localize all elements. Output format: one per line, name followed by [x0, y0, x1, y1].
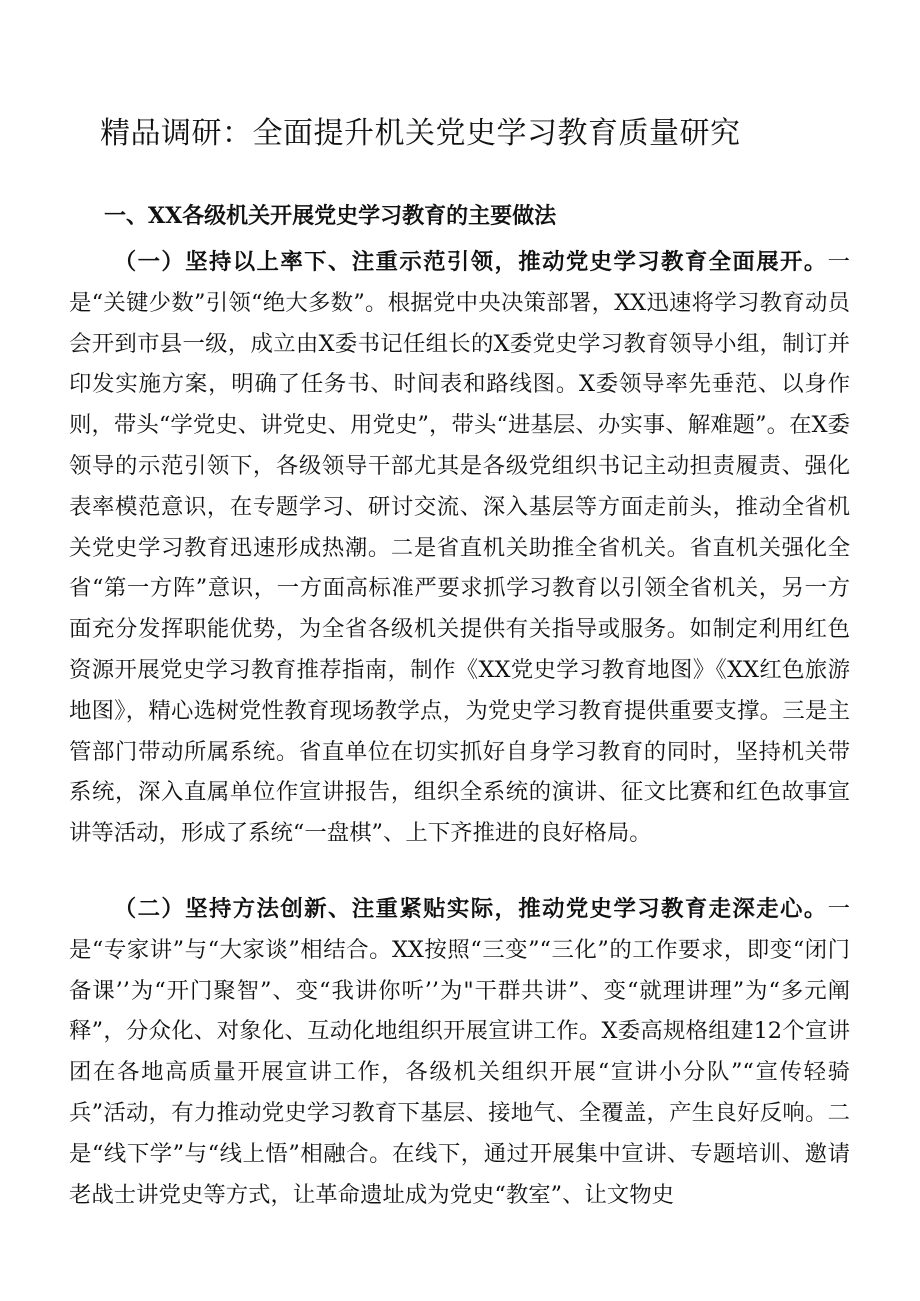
document-title: 精品调研：全面提升机关党史学习教育质量研究 [100, 116, 741, 151]
section-heading: 一、XX各级机关开展党史学习教育的主要做法 [104, 203, 557, 229]
paragraph-1 [69, 242, 850, 854]
paragraph-1-text: 一是“关键少数”引领“绝大多数”。根据党中央决策部署，XX迅速将学习教育动员会开到市县一级，成立由X委书记任组长的X委党史学习教育领导小组，制订并印发实施方案，明确了任务书、时间表和路线图。X委领导率先垂范、以身作则，带头“学党史、讲党史、用党史”，带头“进基层、办实事、解难题”。在X委领导的示范引领下，各级领导干部尤其是各级党组织书记主动担责履责、强化表率模范意识，在专题学习、研讨交流、深入基层等方面走前头，推动全省机关党史学习教育迅速形成热潮。二是省直机关助推全省机关。省直机关强化全省“第一方阵”意识，一方面高标准严要求抓学习教育以引领全省机关，另一方面充分发挥职能优势，为全省各级机关提供有关指导或服务。如制定利用红色资源开展党史学习教育推荐指南，制作《XX党史学习教育地图》《XX红色旅游地图》，精心选树党性教育现场教学点，为党史学习教育提供重要支撑。三是主管部门带动所属系统。省直单位在切实抓好自身学习教育的同时，坚持机关带系统，深入直属单位作宣讲报告，组织全系统的演讲、征文比赛和红色故事宣讲等活动，形成了系统“一盘棋”、上下齐推进的良好格局。 [69, 249, 850, 847]
paragraph-2-lead: （二）坚持方法创新、注重紧贴实际，推动党史学习教育走深走心。 [113, 896, 828, 922]
paragraph-2 [69, 889, 850, 1215]
paragraph-1-lead: （一）坚持以上率下、注重示范引领，推动党史学习教育全面展开。 [113, 249, 828, 275]
paragraph-2-text: 一是“专家讲”与“大家谈”相结合。XX按照“三变”“三化”的工作要求，即变“闭门备课’’为“开门聚智”、变“我讲你听’’为"干群共讲”、变“就理讲理”为“多元阐释”，分众化、对象化、互动化地组织开展宣讲工作。X委高规格组建12个宣讲团在各地高质量开展宣讲工作，各级机关组织开展“宣讲小分队”“宣传轻骑兵”活动，有力推动党史学习教育下基层、接地气、全覆盖，产生良好反响。二是“线下学”与“线上悟”相融合。在线下，通过开展集中宣讲、专题培训、邀请老战士讲党史等方式，让革命遗址成为党史“教室”、让文物史 [69, 896, 850, 1208]
